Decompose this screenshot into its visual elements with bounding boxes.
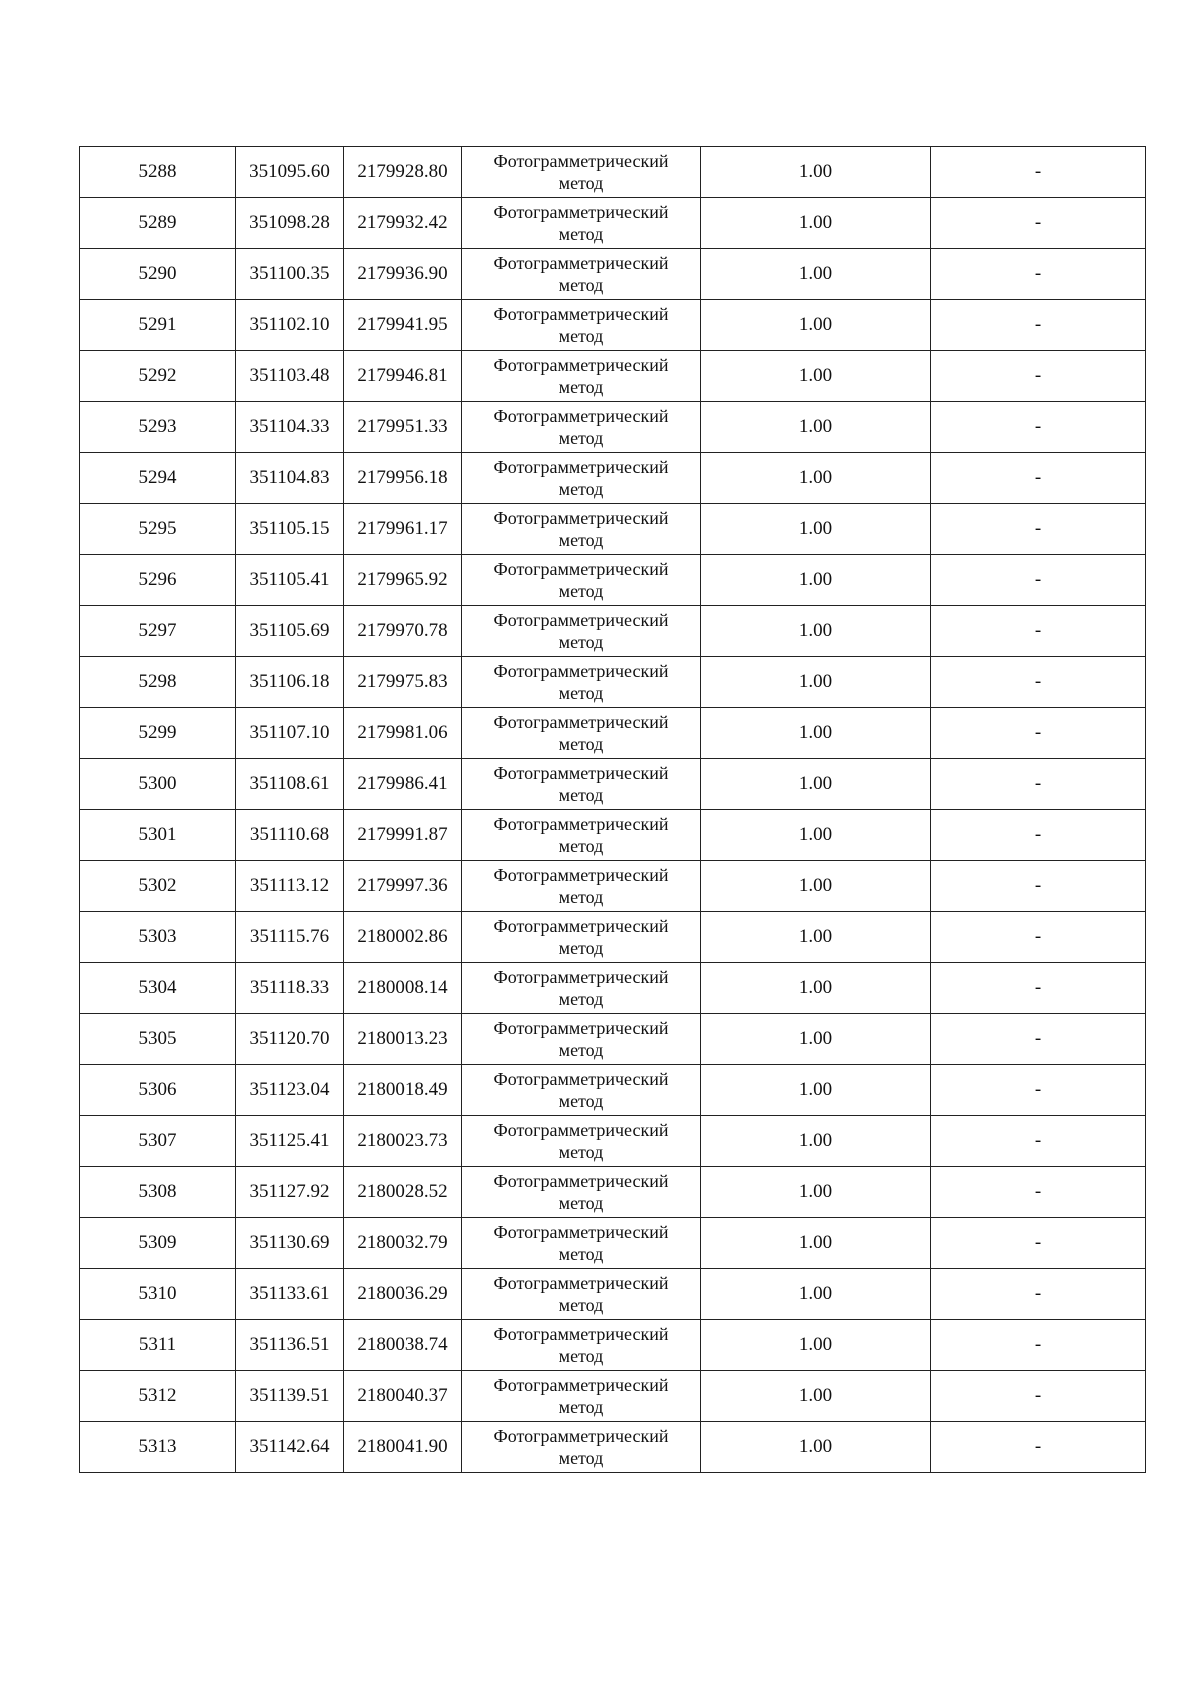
coordinates-table — [79, 146, 1146, 1473]
y-coordinate-cell: 2179961.17 — [344, 504, 462, 555]
method-cell — [462, 1422, 701, 1473]
description-cell: - — [931, 1422, 1146, 1473]
y-coordinate-cell: 2180036.29 — [344, 1269, 462, 1320]
method-line-1: Фотограмметрический — [493, 406, 669, 426]
x-coordinate-cell: 351118.33 — [236, 963, 344, 1014]
method-line-2: метод — [558, 836, 604, 856]
point-number-cell: 5303 — [80, 912, 236, 963]
description-cell: - — [931, 1065, 1146, 1116]
point-number-cell: 5289 — [80, 198, 236, 249]
method-line-1: Фотограмметрический — [493, 355, 669, 375]
accuracy-cell: 1.00 — [701, 963, 931, 1014]
accuracy-cell: 1.00 — [701, 300, 931, 351]
accuracy-cell: 1.00 — [701, 759, 931, 810]
accuracy-cell: 1.00 — [701, 249, 931, 300]
table-row — [80, 249, 1146, 300]
y-coordinate-cell: 2179941.95 — [344, 300, 462, 351]
point-number-cell: 5307 — [80, 1116, 236, 1167]
table-row — [80, 810, 1146, 861]
y-coordinate-cell: 2180018.49 — [344, 1065, 462, 1116]
x-coordinate-cell: 351113.12 — [236, 861, 344, 912]
method-line-2: метод — [558, 989, 604, 1009]
description-cell: - — [931, 1116, 1146, 1167]
y-coordinate-cell: 2180028.52 — [344, 1167, 462, 1218]
y-coordinate-cell: 2179951.33 — [344, 402, 462, 453]
accuracy-cell: 1.00 — [701, 402, 931, 453]
point-number-cell: 5310 — [80, 1269, 236, 1320]
point-number-cell: 5312 — [80, 1371, 236, 1422]
x-coordinate-cell: 351095.60 — [236, 147, 344, 198]
method-cell — [462, 198, 701, 249]
method-line-2: метод — [558, 1142, 604, 1162]
method-line-1: Фотограмметрический — [493, 508, 669, 528]
method-line-2: метод — [558, 785, 604, 805]
method-cell — [462, 1371, 701, 1422]
x-coordinate-cell: 351125.41 — [236, 1116, 344, 1167]
accuracy-cell: 1.00 — [701, 861, 931, 912]
accuracy-cell: 1.00 — [701, 1371, 931, 1422]
table-row — [80, 912, 1146, 963]
method-cell — [462, 1320, 701, 1371]
method-cell — [462, 1269, 701, 1320]
y-coordinate-cell: 2179928.80 — [344, 147, 462, 198]
point-number-cell: 5288 — [80, 147, 236, 198]
point-number-cell: 5291 — [80, 300, 236, 351]
method-cell — [462, 453, 701, 504]
point-number-cell: 5290 — [80, 249, 236, 300]
description-cell: - — [931, 198, 1146, 249]
method-line-2: метод — [558, 1346, 604, 1366]
method-line-1: Фотограмметрический — [493, 202, 669, 222]
description-cell: - — [931, 351, 1146, 402]
x-coordinate-cell: 351133.61 — [236, 1269, 344, 1320]
description-cell: - — [931, 453, 1146, 504]
y-coordinate-cell: 2179936.90 — [344, 249, 462, 300]
description-cell: - — [931, 1218, 1146, 1269]
method-line-1: Фотограмметрический — [493, 1018, 669, 1038]
description-cell: - — [931, 963, 1146, 1014]
method-line-2: метод — [558, 1295, 604, 1315]
method-line-1: Фотограмметрический — [493, 457, 669, 477]
table-row — [80, 606, 1146, 657]
point-number-cell: 5297 — [80, 606, 236, 657]
method-line-2: метод — [558, 1397, 604, 1417]
method-cell — [462, 963, 701, 1014]
accuracy-cell: 1.00 — [701, 453, 931, 504]
method-line-2: метод — [558, 479, 604, 499]
description-cell: - — [931, 810, 1146, 861]
accuracy-cell: 1.00 — [701, 657, 931, 708]
y-coordinate-cell: 2180032.79 — [344, 1218, 462, 1269]
method-line-1: Фотограмметрический — [493, 610, 669, 630]
method-line-2: метод — [558, 581, 604, 601]
method-line-2: метод — [558, 887, 604, 907]
method-line-1: Фотограмметрический — [493, 1375, 669, 1395]
y-coordinate-cell: 2180038.74 — [344, 1320, 462, 1371]
method-line-1: Фотограмметрический — [493, 1273, 669, 1293]
method-line-2: метод — [558, 173, 604, 193]
table-row — [80, 861, 1146, 912]
accuracy-cell: 1.00 — [701, 198, 931, 249]
y-coordinate-cell: 2179946.81 — [344, 351, 462, 402]
accuracy-cell: 1.00 — [701, 912, 931, 963]
description-cell: - — [931, 759, 1146, 810]
method-line-2: метод — [558, 632, 604, 652]
accuracy-cell: 1.00 — [701, 1218, 931, 1269]
description-cell: - — [931, 708, 1146, 759]
point-number-cell: 5311 — [80, 1320, 236, 1371]
method-line-1: Фотограмметрический — [493, 1222, 669, 1242]
method-line-1: Фотограмметрический — [493, 967, 669, 987]
accuracy-cell: 1.00 — [701, 1269, 931, 1320]
method-line-2: метод — [558, 1091, 604, 1111]
method-line-1: Фотограмметрический — [493, 865, 669, 885]
x-coordinate-cell: 351107.10 — [236, 708, 344, 759]
method-cell — [462, 1014, 701, 1065]
x-coordinate-cell: 351100.35 — [236, 249, 344, 300]
description-cell: - — [931, 657, 1146, 708]
method-line-2: метод — [558, 938, 604, 958]
method-line-2: метод — [558, 530, 604, 550]
x-coordinate-cell: 351123.04 — [236, 1065, 344, 1116]
description-cell: - — [931, 606, 1146, 657]
accuracy-cell: 1.00 — [701, 1167, 931, 1218]
x-coordinate-cell: 351120.70 — [236, 1014, 344, 1065]
point-number-cell: 5295 — [80, 504, 236, 555]
description-cell: - — [931, 1014, 1146, 1065]
table-row — [80, 708, 1146, 759]
x-coordinate-cell: 351142.64 — [236, 1422, 344, 1473]
y-coordinate-cell: 2179965.92 — [344, 555, 462, 606]
method-cell — [462, 504, 701, 555]
method-line-1: Фотограмметрический — [493, 763, 669, 783]
method-line-1: Фотограмметрический — [493, 1120, 669, 1140]
description-cell: - — [931, 504, 1146, 555]
point-number-cell: 5294 — [80, 453, 236, 504]
method-cell — [462, 606, 701, 657]
method-cell — [462, 708, 701, 759]
x-coordinate-cell: 351104.33 — [236, 402, 344, 453]
method-line-2: метод — [558, 326, 604, 346]
method-line-2: метод — [558, 1193, 604, 1213]
table-row — [80, 1065, 1146, 1116]
method-line-1: Фотограмметрический — [493, 1324, 669, 1344]
x-coordinate-cell: 351130.69 — [236, 1218, 344, 1269]
accuracy-cell: 1.00 — [701, 147, 931, 198]
description-cell: - — [931, 249, 1146, 300]
accuracy-cell: 1.00 — [701, 555, 931, 606]
table-row — [80, 402, 1146, 453]
method-cell — [462, 555, 701, 606]
x-coordinate-cell: 351105.15 — [236, 504, 344, 555]
x-coordinate-cell: 351110.68 — [236, 810, 344, 861]
point-number-cell: 5298 — [80, 657, 236, 708]
y-coordinate-cell: 2180040.37 — [344, 1371, 462, 1422]
table-row — [80, 759, 1146, 810]
point-number-cell: 5304 — [80, 963, 236, 1014]
point-number-cell: 5299 — [80, 708, 236, 759]
table-row — [80, 1371, 1146, 1422]
table-row — [80, 1218, 1146, 1269]
description-cell: - — [931, 300, 1146, 351]
point-number-cell: 5300 — [80, 759, 236, 810]
point-number-cell: 5293 — [80, 402, 236, 453]
y-coordinate-cell: 2179932.42 — [344, 198, 462, 249]
y-coordinate-cell: 2179975.83 — [344, 657, 462, 708]
x-coordinate-cell: 351106.18 — [236, 657, 344, 708]
y-coordinate-cell: 2179970.78 — [344, 606, 462, 657]
method-cell — [462, 1167, 701, 1218]
accuracy-cell: 1.00 — [701, 708, 931, 759]
method-cell — [462, 1218, 701, 1269]
method-line-2: метод — [558, 428, 604, 448]
y-coordinate-cell: 2179997.36 — [344, 861, 462, 912]
accuracy-cell: 1.00 — [701, 351, 931, 402]
description-cell: - — [931, 1167, 1146, 1218]
point-number-cell: 5308 — [80, 1167, 236, 1218]
x-coordinate-cell: 351102.10 — [236, 300, 344, 351]
description-cell: - — [931, 1320, 1146, 1371]
table-row — [80, 351, 1146, 402]
method-line-2: метод — [558, 1448, 604, 1468]
x-coordinate-cell: 351098.28 — [236, 198, 344, 249]
description-cell: - — [931, 147, 1146, 198]
y-coordinate-cell: 2180013.23 — [344, 1014, 462, 1065]
x-coordinate-cell: 351103.48 — [236, 351, 344, 402]
x-coordinate-cell: 351105.69 — [236, 606, 344, 657]
y-coordinate-cell: 2179981.06 — [344, 708, 462, 759]
description-cell: - — [931, 1371, 1146, 1422]
method-line-1: Фотограмметрический — [493, 151, 669, 171]
method-line-2: метод — [558, 275, 604, 295]
method-cell — [462, 402, 701, 453]
method-line-1: Фотограмметрический — [493, 559, 669, 579]
table-row — [80, 1014, 1146, 1065]
y-coordinate-cell: 2180023.73 — [344, 1116, 462, 1167]
method-line-1: Фотограмметрический — [493, 1069, 669, 1089]
accuracy-cell: 1.00 — [701, 504, 931, 555]
point-number-cell: 5309 — [80, 1218, 236, 1269]
method-cell — [462, 300, 701, 351]
point-number-cell: 5305 — [80, 1014, 236, 1065]
x-coordinate-cell: 351136.51 — [236, 1320, 344, 1371]
method-cell — [462, 351, 701, 402]
accuracy-cell: 1.00 — [701, 810, 931, 861]
point-number-cell: 5292 — [80, 351, 236, 402]
method-line-1: Фотограмметрический — [493, 712, 669, 732]
point-number-cell: 5296 — [80, 555, 236, 606]
accuracy-cell: 1.00 — [701, 1014, 931, 1065]
method-cell — [462, 810, 701, 861]
y-coordinate-cell: 2180002.86 — [344, 912, 462, 963]
table-row — [80, 198, 1146, 249]
accuracy-cell: 1.00 — [701, 1320, 931, 1371]
x-coordinate-cell: 351105.41 — [236, 555, 344, 606]
description-cell: - — [931, 912, 1146, 963]
x-coordinate-cell: 351139.51 — [236, 1371, 344, 1422]
method-line-1: Фотограмметрический — [493, 916, 669, 936]
accuracy-cell: 1.00 — [701, 1422, 931, 1473]
method-cell — [462, 249, 701, 300]
method-line-1: Фотограмметрический — [493, 304, 669, 324]
method-line-1: Фотограмметрический — [493, 661, 669, 681]
method-cell — [462, 147, 701, 198]
x-coordinate-cell: 351127.92 — [236, 1167, 344, 1218]
method-line-1: Фотограмметрический — [493, 814, 669, 834]
table-row — [80, 300, 1146, 351]
method-line-1: Фотограмметрический — [493, 1171, 669, 1191]
table-row — [80, 1320, 1146, 1371]
method-cell — [462, 861, 701, 912]
y-coordinate-cell: 2180041.90 — [344, 1422, 462, 1473]
y-coordinate-cell: 2180008.14 — [344, 963, 462, 1014]
table-row — [80, 657, 1146, 708]
description-cell: - — [931, 555, 1146, 606]
accuracy-cell: 1.00 — [701, 606, 931, 657]
method-line-2: метод — [558, 1040, 604, 1060]
method-cell — [462, 657, 701, 708]
table-row — [80, 1269, 1146, 1320]
method-line-2: метод — [558, 734, 604, 754]
accuracy-cell: 1.00 — [701, 1116, 931, 1167]
description-cell: - — [931, 861, 1146, 912]
table-row — [80, 1422, 1146, 1473]
table-row — [80, 453, 1146, 504]
x-coordinate-cell: 351108.61 — [236, 759, 344, 810]
method-line-2: метод — [558, 377, 604, 397]
table-row — [80, 555, 1146, 606]
x-coordinate-cell: 351115.76 — [236, 912, 344, 963]
method-line-2: метод — [558, 224, 604, 244]
method-cell — [462, 1065, 701, 1116]
point-number-cell: 5306 — [80, 1065, 236, 1116]
table-row — [80, 1167, 1146, 1218]
y-coordinate-cell: 2179956.18 — [344, 453, 462, 504]
method-line-1: Фотограмметрический — [493, 253, 669, 273]
method-line-1: Фотограмметрический — [493, 1426, 669, 1446]
table-row — [80, 1116, 1146, 1167]
coordinates-table-body — [80, 147, 1146, 1473]
accuracy-cell: 1.00 — [701, 1065, 931, 1116]
y-coordinate-cell: 2179991.87 — [344, 810, 462, 861]
table-row — [80, 147, 1146, 198]
method-cell — [462, 912, 701, 963]
table-row — [80, 963, 1146, 1014]
point-number-cell: 5301 — [80, 810, 236, 861]
method-line-2: метод — [558, 683, 604, 703]
method-line-2: метод — [558, 1244, 604, 1264]
table-row — [80, 504, 1146, 555]
method-cell — [462, 759, 701, 810]
point-number-cell: 5302 — [80, 861, 236, 912]
description-cell: - — [931, 402, 1146, 453]
point-number-cell: 5313 — [80, 1422, 236, 1473]
y-coordinate-cell: 2179986.41 — [344, 759, 462, 810]
x-coordinate-cell: 351104.83 — [236, 453, 344, 504]
description-cell: - — [931, 1269, 1146, 1320]
method-cell — [462, 1116, 701, 1167]
